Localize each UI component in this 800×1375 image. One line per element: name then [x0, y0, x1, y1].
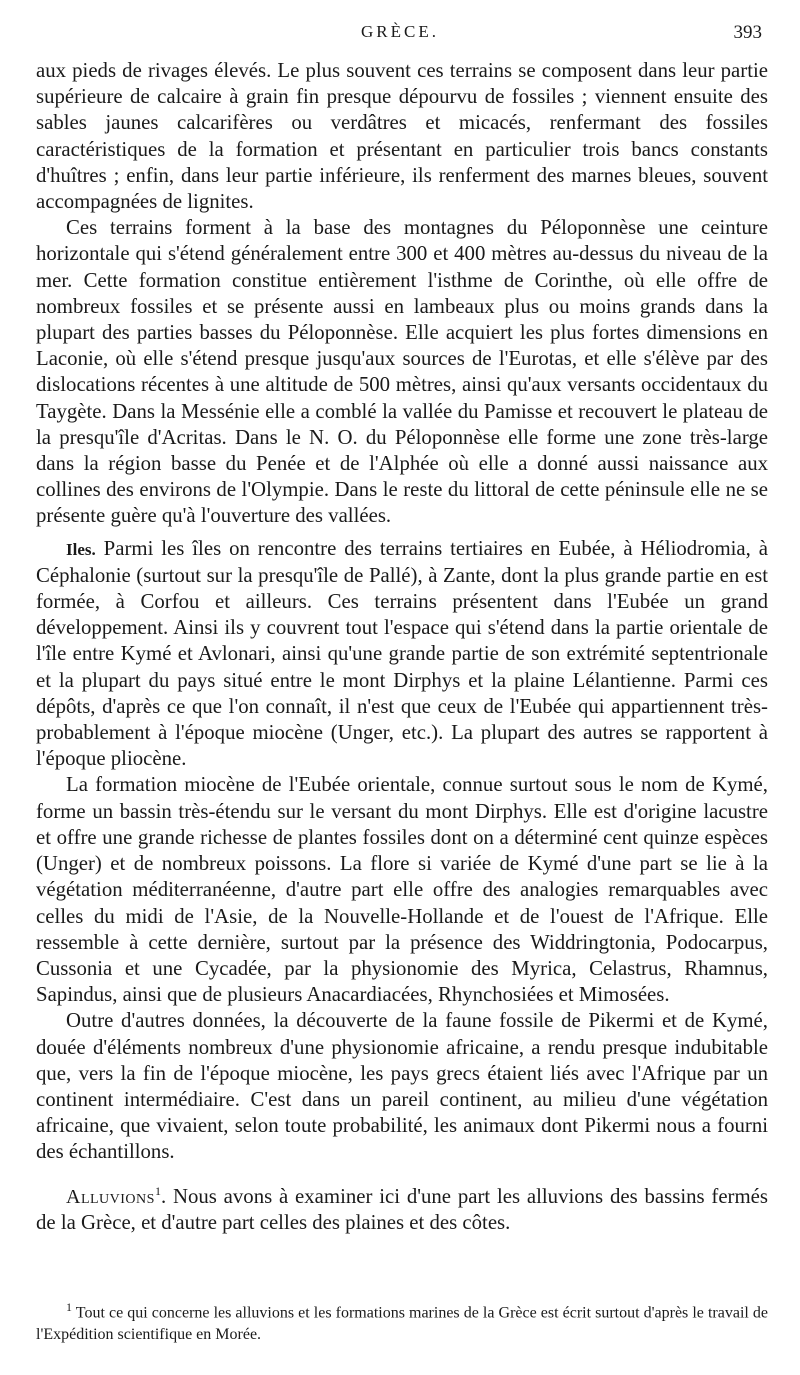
paragraph-peloponnese: Ces terrains forment à la base des montagnes du Péloponnèse une ceinture horizontale qui s'étend généralement entre 300 et 400 mètres au-dessus du niveau de la mer. Cette formation constitue entièrement l'isthme de Corinthe, où elle offre de nombreux fossiles et se présente aussi en lambeaux plus ou moins grands dans la plupart des parties basses du Péloponnèse. Elle acquiert les plus fortes dimensions en Laconie, où elle s'étend presque jusqu'aux sources de l'Eurotas, et elle s'élève par des dislocations récentes à une altitude de 500 mètres, ainsi qu'aux versants occidentaux du Taygète. Dans la Messénie elle a comblé la vallée du Pamisse et recouvert le plateau de la presqu'île d'Acritas. Dans le N. O. du Péloponnèse elle forme une zone très-large dans la région basse du Penée et de l'Alphée où elle a donné aussi naissance aux collines des environs de l'Olympie. Dans le reste du littoral de cette péninsule elle ne se présente guère qu'à l'ouverture des vallées.	[36, 216, 768, 528]
paragraph-iles-text: Parmi les îles on rencontre des terrains tertiaires en Eubée, à Héliodromia, à Céphalonie (surtout sur la presqu'île de Pallé), à Zante, dont la plus grande partie en est formée, à Corfou et ailleurs. Ces terrains présentent dans l'Eubée un grand développement. Ainsi ils y couvrent tout l'espace qui s'étend dans la partie orientale de l'île entre Kymé et Avlonari, ainsi qu'une grande partie de son extrémité septentrionale et la plupart du pays situé entre le mont Dirphys et la plaine Lélantienne. Parmi ces dépôts, d'après ce que l'on connaît, il n'est que ceux de l'Eubée qui appartiennent très-probablement à l'époque miocène (Unger, etc.). La plupart des autres se rapportent à l'époque pliocène.	[36, 536, 768, 771]
footnote	[36, 1296, 768, 1346]
paragraph-continued: aux pieds de rivages élevés. Le plus souvent ces terrains se composent dans leur partie supérieure de calcaire à grain fin presque dépourvu de fossiles ; viennent ensuite des sables jaunes calcarifères ou verdâtres et micacés, renfermant des fossiles caractéristiques de la formation et présentant en particulier trois bancs constants d'huîtres ; enfin, dans leur partie inférieure, ils renferment des marnes bleues, souvent accompagnées de lignites.	[36, 59, 768, 214]
footnote-text: Tout ce qui concerne les alluvions et les formations marines de la Grèce est écrit surtout d'après le travail de l'Expédition scientifique en Morée.	[36, 1304, 769, 1344]
body-text	[36, 58, 768, 1236]
footnote-mark: 1	[66, 1300, 72, 1314]
section-lead-iles: Iles.	[66, 539, 96, 559]
paragraph-pikermi: Outre d'autres données, la découverte de la faune fossile de Pikermi et de Kymé, douée d'éléments nombreux d'une physionomie africaine, a rendu presque indubitable que, vers la fin de l'époque miocène, les pays grecs étaient liés avec l'Afrique par un continent intermédiaire. C'est dans un pareil continent, au milieu d'une végétation africaine, que vivaient, selon toute probabilité, les animaux dont Pikermi nous a fourni des échantillons.	[36, 1009, 768, 1164]
paragraph-iles	[36, 536, 768, 773]
paragraph-alluvions: Alluvions$^1$. Nous avons à examiner ici d'une part les alluvions des bassins fermés de la Grèce, et d'autre part celles des plaines et des côtes.	[36, 1183, 768, 1234]
page-number: 393	[733, 22, 762, 43]
running-title: GRÈCE.	[361, 22, 439, 41]
page-header	[34, 22, 766, 50]
paragraph-alluvions-text: Nous avons à examiner ici d'une part les alluvions des bassins fermés de la Grèce, et d'autre part celles des plaines et des côtes.	[36, 1184, 768, 1234]
footnote-reference: 1	[154, 1183, 161, 1198]
paragraph-kyme-formation: La formation miocène de l'Eubée orientale, connue surtout sous le nom de Kymé, forme un bassin très-étendu sur le versant du mont Dirphys. Elle est d'origine lacustre et offre une grande richesse de plantes fossiles dont on a déterminé cent quinze espèces (Unger) et de nombreux poissons. La flore si variée de Kymé d'une part se lie à la végétation méditerranéenne, d'autre part elle offre des analogies remarquables avec celles du midi de l'Asie, de la Nouvelle-Hollande et de l'ouest de l'Afrique. Elle ressemble à cette dernière, surtout par la présence des Widdringtonia, Podocarpus, Cussonia et une Cycadée, par la physionomie des Myrica, Celastrus, Rhamnus, Sapindus, ainsi que de plusieurs Anacardiacées, Rhynchosiées et Mimosées.	[36, 773, 768, 1007]
section-lead-alluvions: Alluvions	[66, 1185, 155, 1208]
